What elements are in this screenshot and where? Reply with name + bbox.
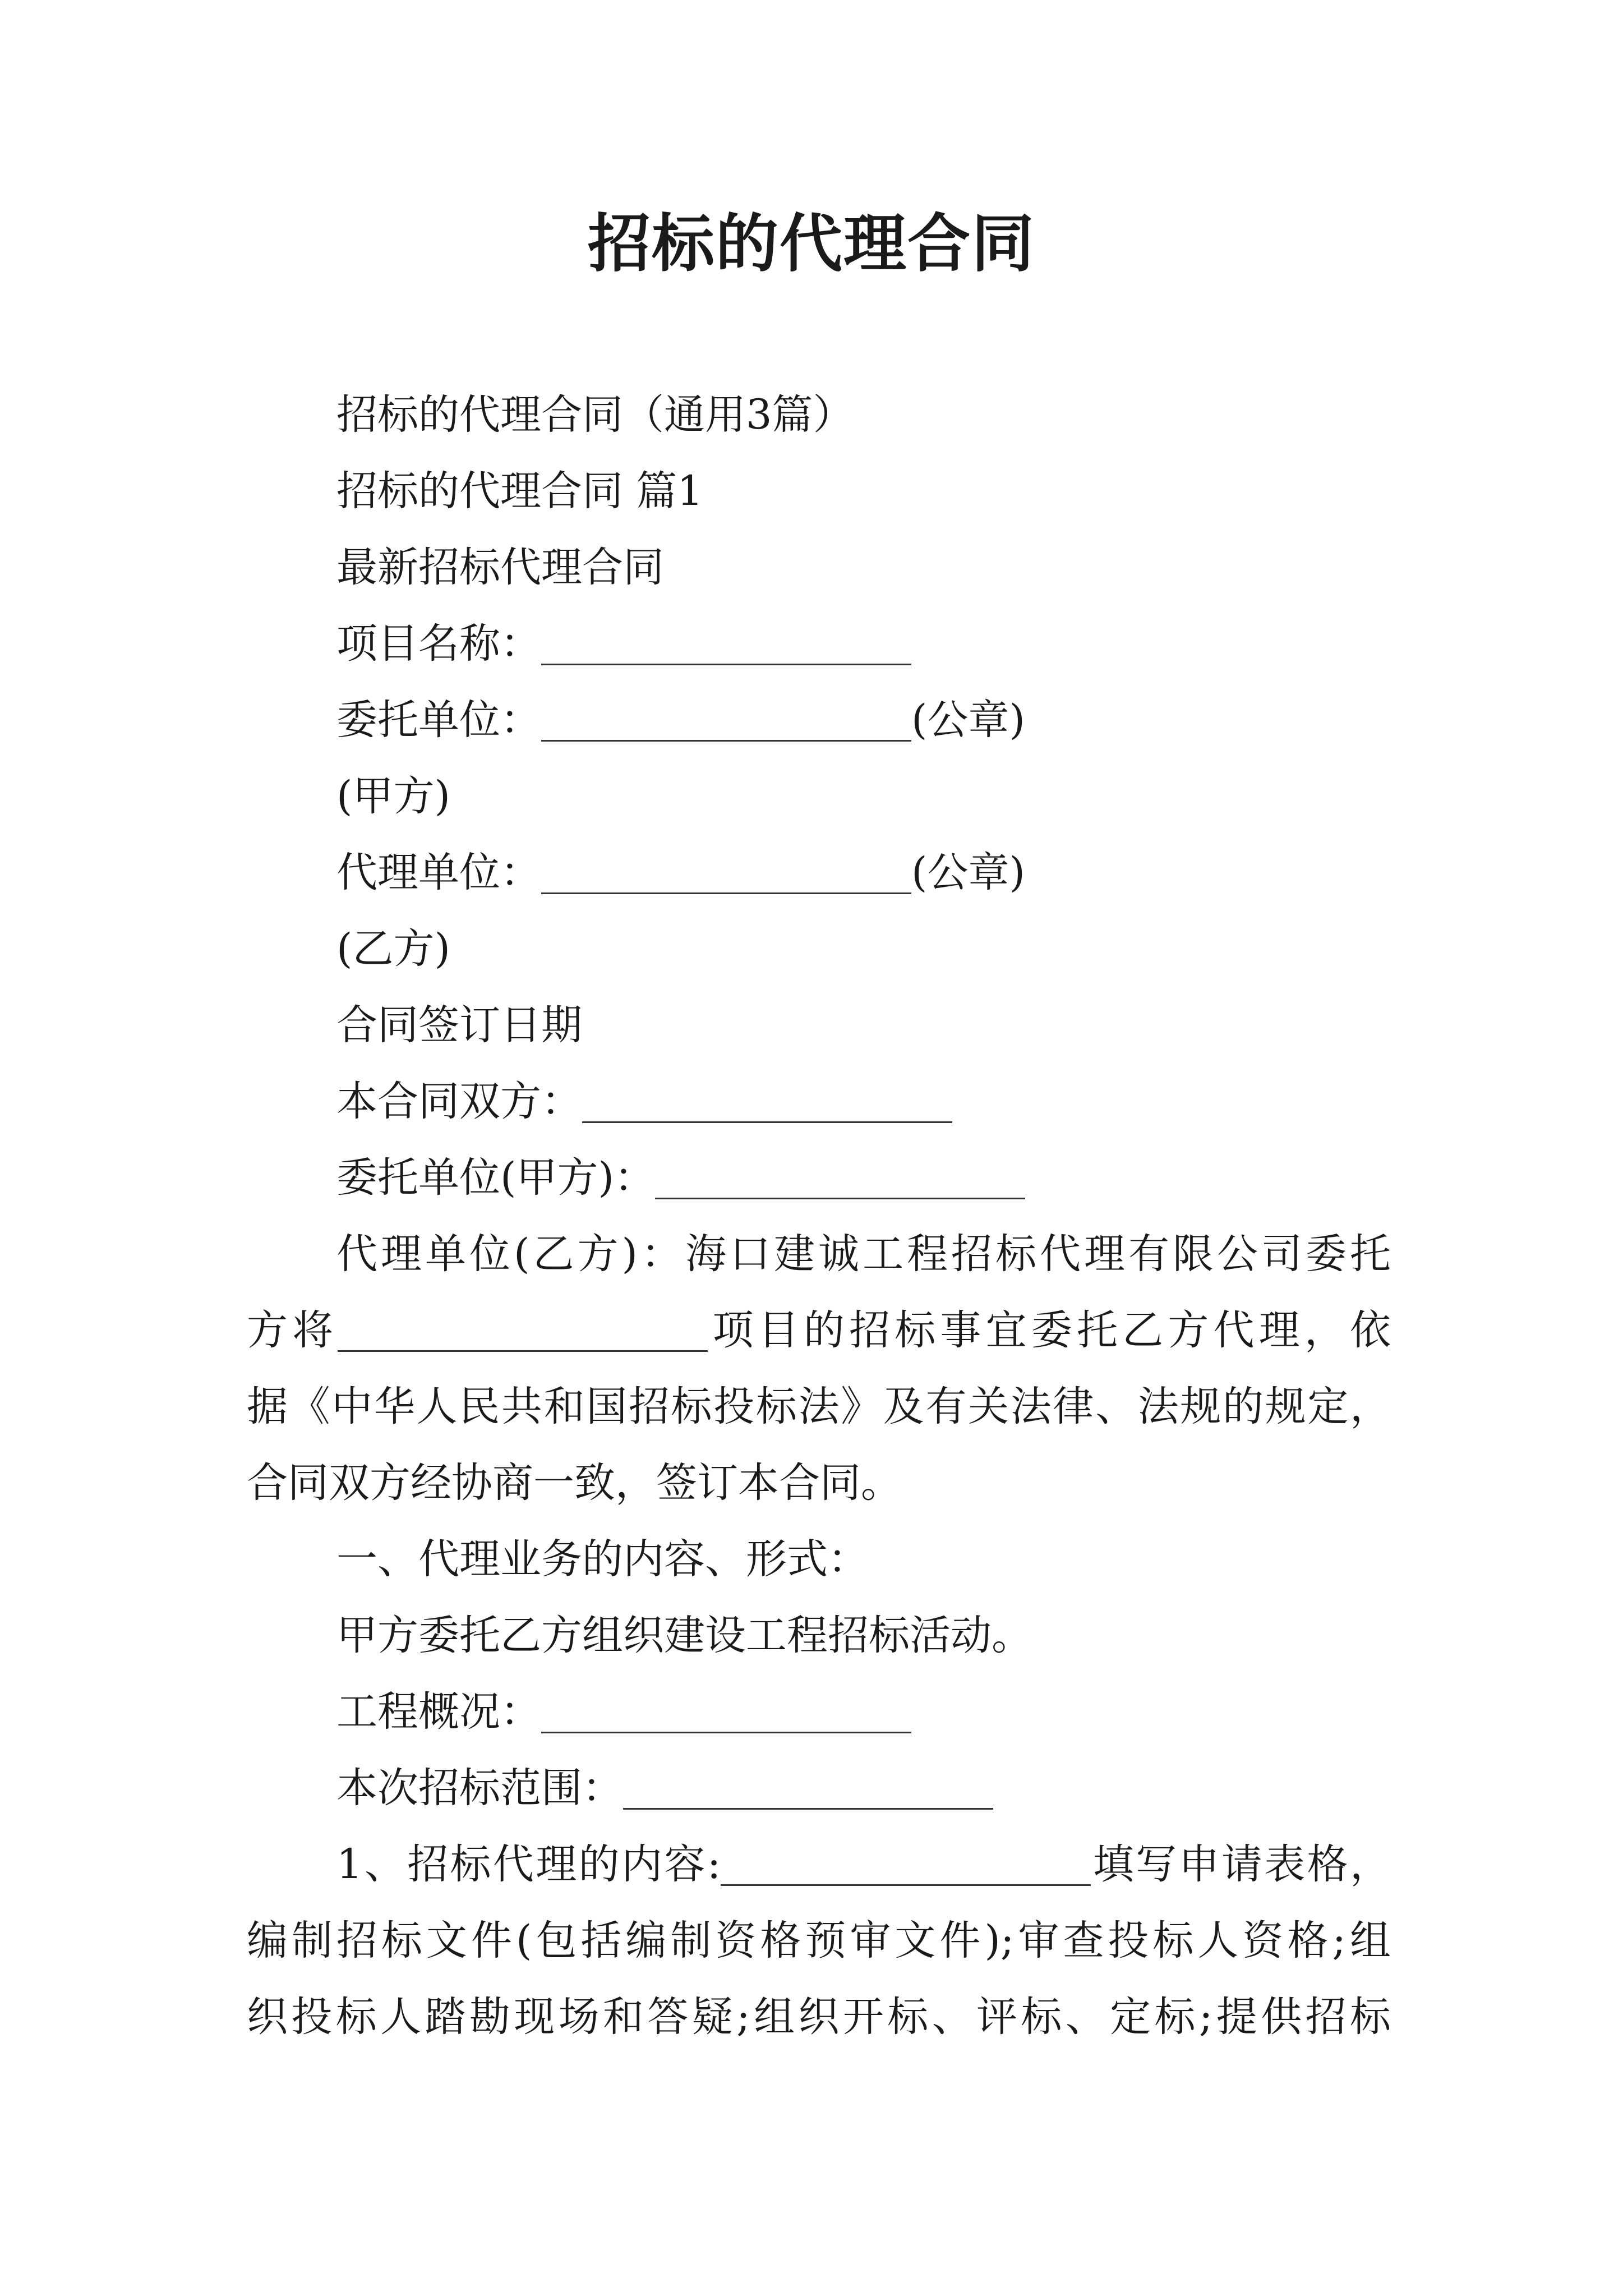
project-name-blank: [541, 619, 911, 665]
paragraph-line: [247, 1445, 1391, 1521]
seal-label: (公章): [911, 849, 1025, 896]
signing-date: 合同签订日期: [336, 1001, 582, 1049]
client-line: [247, 682, 1391, 758]
subtitle-line: [247, 377, 1391, 453]
section-heading: 一、代理业务的内容、形式：: [336, 1535, 869, 1583]
paragraph-text: 据《中华人民共和国招标投标法》及有关法律、法规的规定，: [247, 1383, 1391, 1430]
paragraph-text: 合同双方经协商一致，签订本合同。: [247, 1459, 902, 1507]
item-text: 织投标人踏勘现场和答疑;组织开标、评标、定标;提供招标: [247, 1993, 1391, 2041]
client-party-a-line: [247, 1140, 1391, 1216]
section-heading-line: [247, 1521, 1391, 1598]
paragraph-line: [247, 1216, 1391, 1292]
scope-label: 本次招标范围：: [336, 1764, 623, 1812]
party-b: (乙方): [336, 925, 450, 973]
part-heading-line: [247, 453, 1391, 530]
item-line: [247, 1903, 1391, 1979]
document-body: [247, 377, 1391, 2055]
item-text: 填写申请表格，: [1091, 1841, 1391, 1888]
paragraph-text: 项目的招标事宜委托乙方代理，依: [708, 1306, 1391, 1354]
paragraph-text: 代理单位(乙方)：海口建诚工程招标代理有限公司委托: [336, 1230, 1391, 1278]
both-parties-line: [247, 1064, 1391, 1140]
client-label: 委托单位：: [336, 696, 541, 744]
overview-blank: [541, 1687, 911, 1733]
item-text: 编制招标文件(包括编制资格预审文件);审查投标人资格;组: [247, 1917, 1391, 1964]
both-parties-label: 本合同双方：: [336, 1078, 582, 1125]
project-name-label: 项目名称：: [336, 620, 541, 668]
part-heading: 招标的代理合同 篇1: [336, 467, 703, 515]
paragraph-line: [247, 1292, 1391, 1369]
section-text: 甲方委托乙方组织建设工程招标活动。: [336, 1612, 1032, 1659]
item-text: 1、招标代理的内容:: [336, 1841, 721, 1888]
client-blank: [541, 695, 911, 742]
seal-label: (公章): [911, 696, 1025, 744]
agent-blank: [541, 848, 911, 894]
agent-line: [247, 835, 1391, 911]
overview-line: [247, 1674, 1391, 1750]
scope-blank: [623, 1763, 993, 1810]
document-title: 招标的代理合同: [588, 208, 1035, 280]
paragraph-line: [247, 1369, 1391, 1445]
client-party-a-blank: [655, 1153, 1025, 1199]
item-line: [247, 1979, 1391, 2055]
both-parties-blank: [582, 1076, 952, 1123]
item-line: [247, 1826, 1391, 1903]
client-party-a-label: 委托单位(甲方)：: [336, 1154, 655, 1202]
party-b-line: [247, 911, 1391, 987]
paragraph-text: 方将: [247, 1306, 338, 1354]
contract-heading-line: [247, 530, 1391, 606]
section-text-line: [247, 1598, 1391, 1674]
content-blank: [721, 1839, 1091, 1886]
project-blank: [338, 1305, 708, 1352]
project-name-line: [247, 606, 1391, 682]
agent-label: 代理单位：: [336, 849, 541, 896]
signing-date-line: [247, 987, 1391, 1064]
contract-heading: 最新招标代理合同: [336, 544, 664, 591]
party-a: (甲方): [336, 772, 450, 820]
scope-line: [247, 1750, 1391, 1826]
party-a-line: [247, 758, 1391, 835]
overview-label: 工程概况：: [336, 1688, 541, 1736]
subtitle: 招标的代理合同（通用3篇）: [336, 391, 854, 439]
